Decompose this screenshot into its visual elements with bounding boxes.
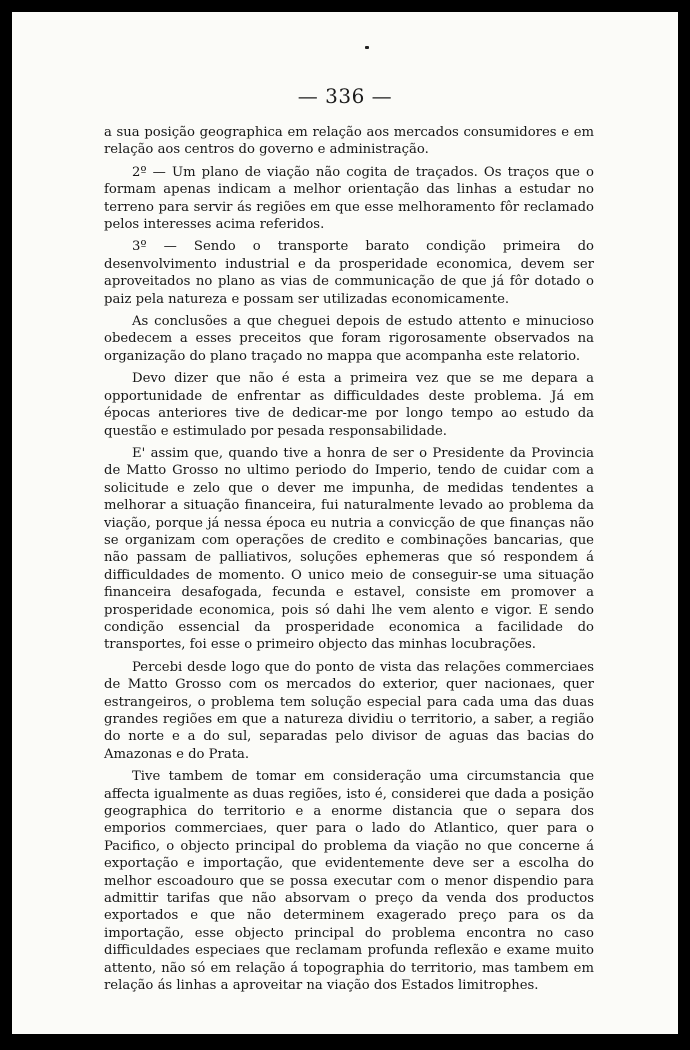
- print-speck: [365, 46, 369, 49]
- paragraph-2: 2º — Um plano de viação não cogita de traçados. Os traços que o formam apenas indicam a melhor orientação das linhas a estudar no terreno para servir ás regiões em que esse melhoramento fôr reclamado pelos interesses acima referidos.: [104, 164, 594, 233]
- paragraph-7: Percebi desde logo que do ponto de vista das relações commerciaes de Matto Grosso com os mercados do exterior, quer nacionaes, quer estrangeiros, o problema tem solução especial para cada uma das duas grandes regiões em que a natureza dividiu o territorio, a saber, a região do norte e a do sul, separadas pelo divisor de aguas das bacias do Amazonas e do Prata.: [104, 659, 594, 762]
- paragraph-3: 3º — Sendo o transporte barato condição primeira do desenvolvimento industrial e da prosperidade economica, devem ser aproveitados no plano as vias de communicação de que já fôr dotado o paiz pela natureza e possam ser utilizadas economicamente.: [104, 239, 594, 307]
- paragraph-1: a sua posição geographica em relação aos mercados consumidores e em relação aos centros do governo e administração.: [104, 125, 594, 158]
- paragraph-5: Devo dizer que não é esta a primeira vez que se me depara a opportunidade de enfrentar as difficuldades deste problema. Já em épocas anteriores tive de dedicar-me por longo tempo ao estudo da questão e estimulado por pesada responsabilidade.: [104, 371, 594, 439]
- document-page: [12, 12, 678, 1034]
- paragraph-8: Tive tambem de tomar em consideração uma circumstancia que affecta igualmente as duas regiões, isto é, considerei que dada a posição geographica do territorio e a enorme distancia que o separa dos emporios commerciaes, quer para o lado do Atlantico, quer para o Pacifico, o objecto principal do problema da viação no que concerne á exportação e importação, que evidentemente deve ser a escolha do melhor escoadouro que se possa executar com o menor dispendio para admittir tarifas que não absorvam o preço da venda dos productos exportados e que não determinem exagerado preço para os da importação, esse objecto principal do problema encontra no caso difficuldades especiaes que reclamam profunda reflexão e exame muito attento, não só em relação á topographia do territorio, mas tambem em relação ás linhas a aproveitar na viação dos Estados limitrophes.: [104, 769, 594, 994]
- page-number: — 336 —: [297, 84, 393, 108]
- body-text: [104, 124, 594, 1000]
- paragraph-4: As conclusões a que cheguei depois de estudo attento e minucioso obedecem a esses preceitos que foram rigorosamente observados na organização do plano traçado no mappa que acompanha este relatorio.: [104, 314, 594, 364]
- paragraph-6: E' assim que, quando tive a honra de ser o Presidente da Provincia de Matto Grosso no ultimo periodo do Imperio, tendo de cuidar com a solicitude e zelo que o dever me impunha, de medidas tendentes a melhorar a situação financeira, fui naturalmente levado ao problema da viação, porque já nessa época eu nutria a convicção de que finanças não se organizam com operações de credito e combinações bancarias, que não passam de palliativos, soluções ephemeras que só respondem á difficuldades de momento. O unico meio de conseguir-se uma situação financeira desafogada, fecunda e estavel, consiste em promover a prosperidade economica, pois só dahi lhe vem alento e vigor. E sendo condição essencial da prosperidade economica a facilidade do transportes, foi esse o primeiro objecto das minhas locubrações.: [104, 445, 594, 653]
